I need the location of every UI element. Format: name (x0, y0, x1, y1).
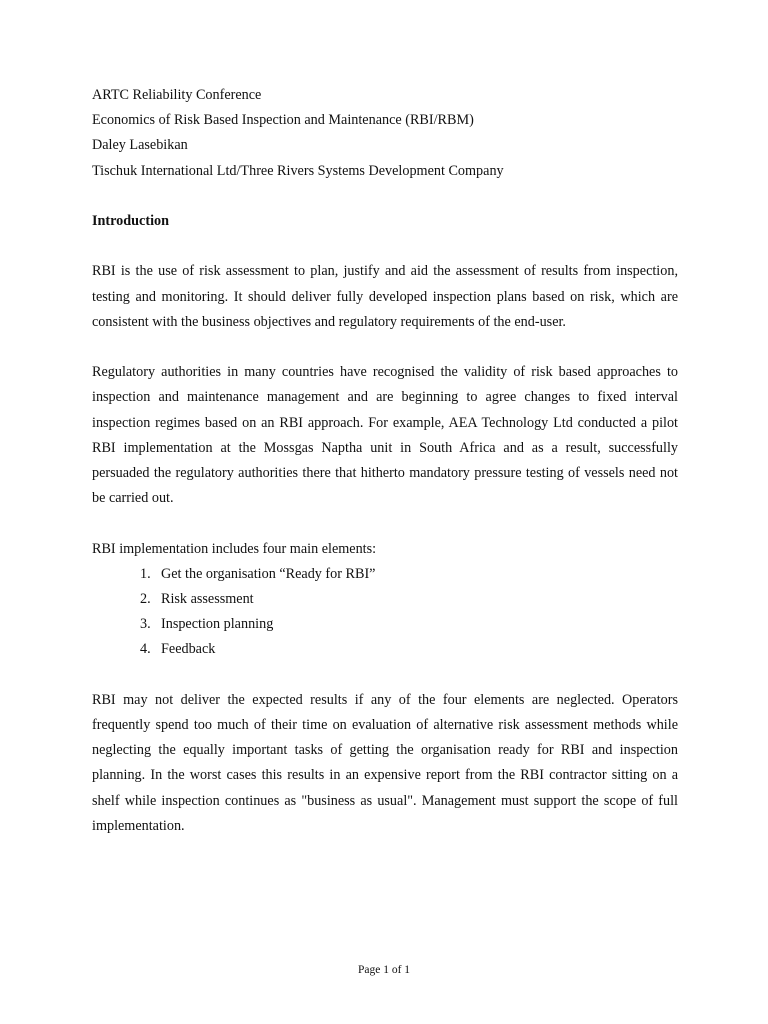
list-number: 3. (140, 616, 151, 633)
intro-paragraph: RBI is the use of risk assessment to plan, justify and aid the assessment of results from inspection, testing and monitoring. It should deliver fully developed inspection plans based on risk, which are consistent with the business objectives and regulatory requirements of the end-user. (92, 263, 678, 330)
document-body (92, 83, 678, 839)
list-item-text: Risk assessment (161, 591, 254, 607)
list-item-text: Inspection planning (161, 616, 274, 633)
list-item-text: Get the organisation “Ready for RBI” (161, 565, 376, 582)
elements-list (92, 562, 678, 663)
list-item (140, 637, 678, 662)
author-name: Daley Lasebikan (92, 137, 188, 154)
list-item (140, 587, 678, 612)
list-number: 4. (140, 641, 151, 658)
regulatory-paragraph: Regulatory authorities in many countries have recognised the validity of risk based approaches to inspection and maintenance management and are beginning to agree changes to fixed interval inspection regimes based on an RBI approach. For example, AEA Technology Ltd conducted a pilot RBI implementation at the Mossgas Naptha unit in South Africa and as a result, successfully persuaded the regulatory authorities there that hitherto mandatory pressure testing of vessels need not be carried out. (92, 364, 678, 507)
list-item (140, 562, 678, 587)
paper-title: Economics of Risk Based Inspection and Maintenance (RBI/RBM) (92, 112, 474, 129)
author-affiliation: Tischuk International Ltd/Three Rivers Systems Development Company (92, 162, 504, 179)
list-item-text: Feedback (161, 641, 216, 658)
section-heading: Introduction (92, 213, 169, 229)
conclusion-paragraph: RBI may not deliver the expected results if any of the four elements are neglected. Operators frequently spend too much of their time on evaluation of alternative risk assessment methods while neglecting the equally important tasks of getting the organisation ready for RBI and inspection planning. In the worst cases this results in an expensive report from the RBI contractor sitting on a shelf while inspection continues as "business as usual". Management must support the scope of full implementation. (92, 691, 678, 834)
page-number: Page 1 of 1 (357, 964, 411, 976)
conference-name: ARTC Reliability Conference (92, 87, 262, 103)
list-number: 1. (140, 565, 151, 582)
list-number: 2. (140, 591, 151, 607)
list-intro: RBI implementation includes four main elements: (92, 540, 377, 557)
list-item (140, 612, 678, 637)
